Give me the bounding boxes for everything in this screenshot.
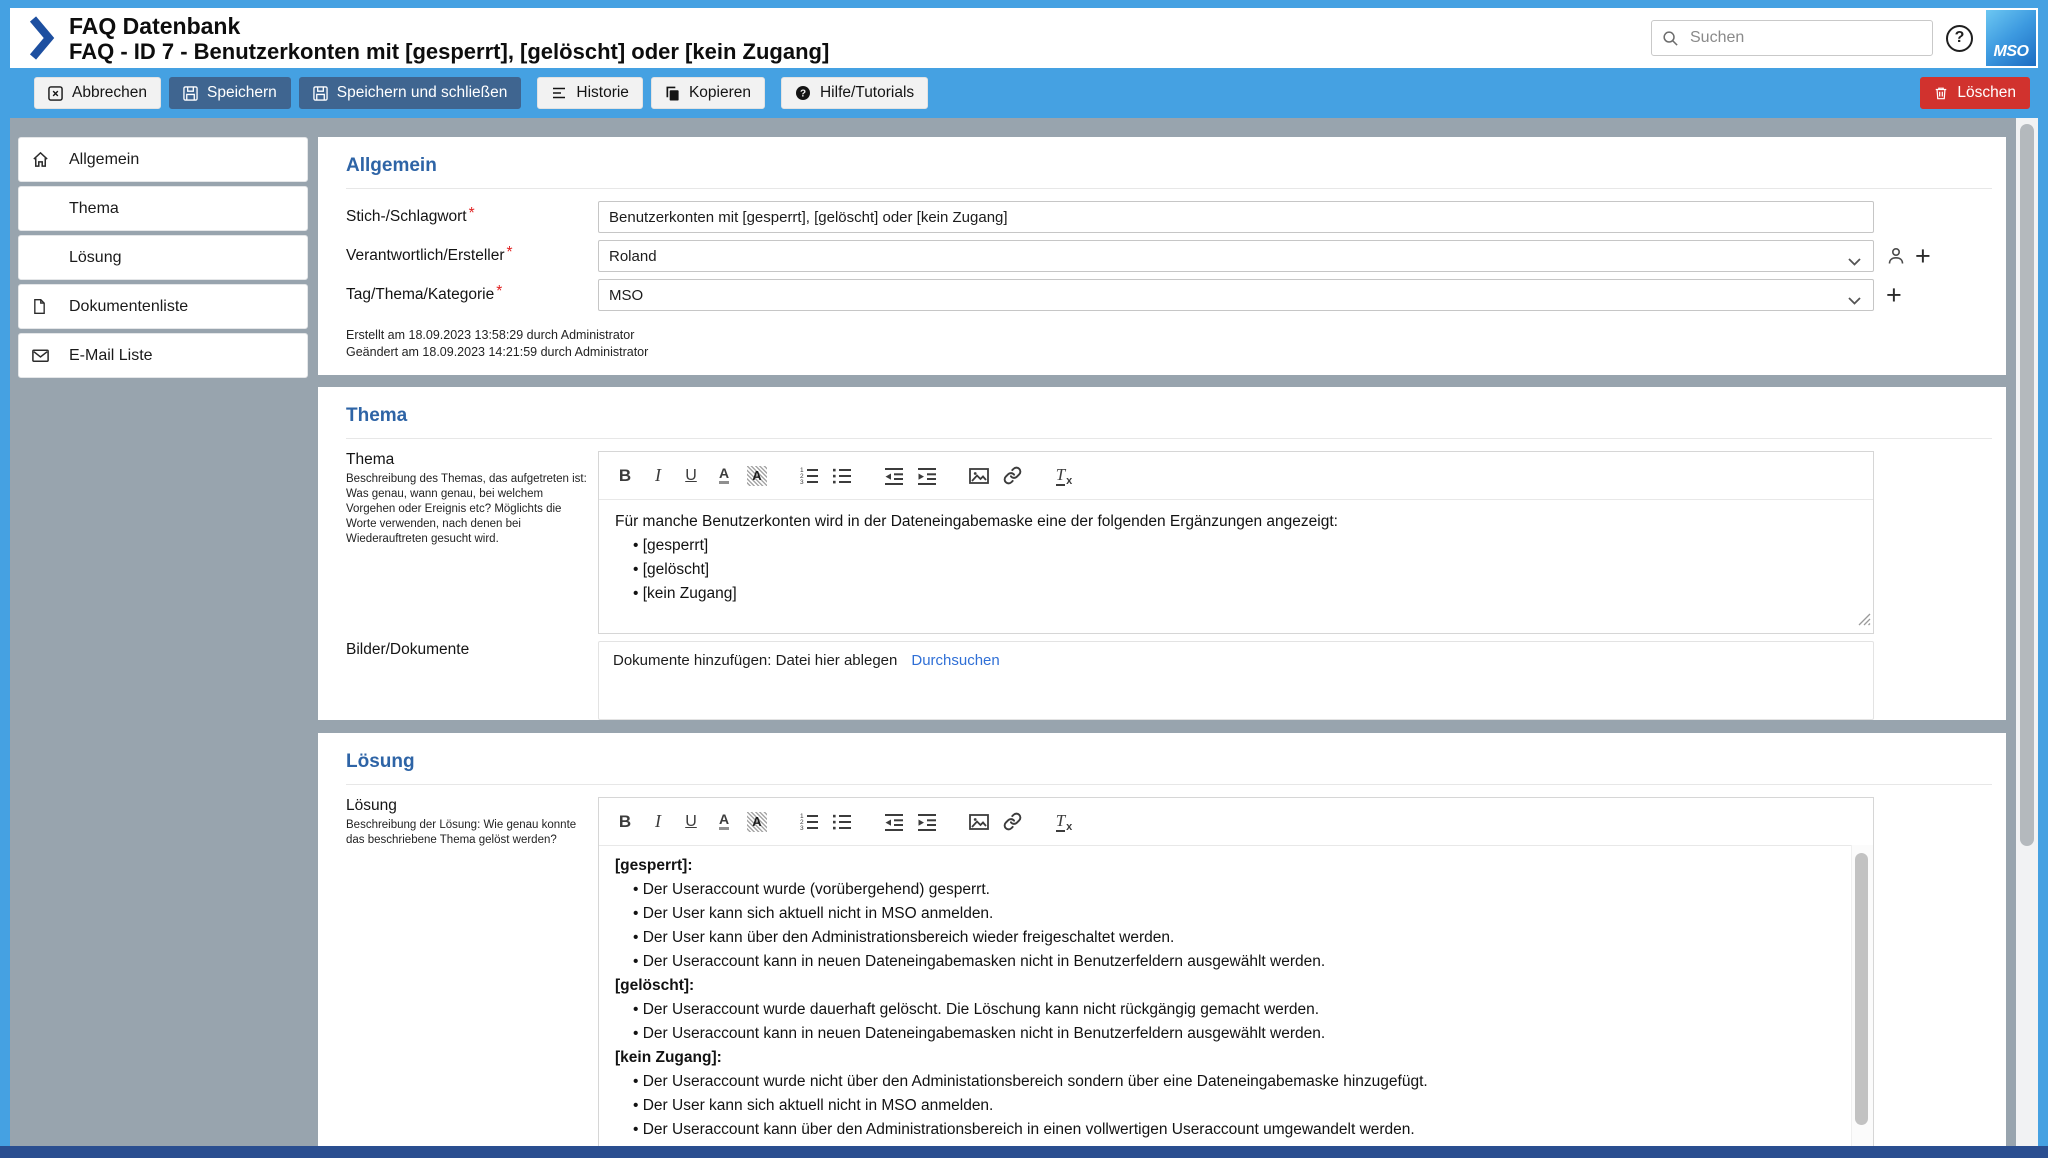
body-area (10, 118, 2038, 1158)
save-and-close-button[interactable]: Speichern und schließen (299, 77, 522, 109)
editor-toolbar-group (795, 808, 856, 836)
dropzone-text: Dokumente hinzufügen: Datei hier ablegen (613, 652, 898, 670)
cancel-icon (48, 86, 63, 101)
editor-scrollbar-thumb[interactable] (1855, 853, 1868, 1125)
bullet-item: • [gelöscht] (615, 558, 1843, 582)
loesung-editor-row (346, 797, 1992, 1158)
section-heading-loesung: Lösung (346, 751, 415, 773)
highlight-button[interactable]: A (743, 808, 771, 836)
schlagwort-input[interactable] (598, 201, 1874, 233)
svg-text:?: ? (799, 88, 807, 100)
app-window (10, 8, 2038, 1158)
editor-toolbar-group (880, 462, 941, 490)
page-scrollbar-thumb[interactable] (2020, 124, 2034, 846)
text-color-button[interactable]: A (710, 808, 738, 836)
copy-button[interactable]: Kopieren (651, 77, 765, 109)
bold-button[interactable]: B (611, 808, 639, 836)
panel-thema (318, 387, 2006, 720)
bullet-item: • Der User kann sich aktuell nicht in MSO anmelden. (615, 1094, 1843, 1118)
chevron-down-icon (1848, 292, 1861, 309)
editor-toolbar-group (965, 808, 1026, 836)
cancel-button[interactable]: Abbrechen (34, 77, 161, 109)
verantwortlich-select[interactable]: Roland (598, 240, 1874, 272)
bilder-field-label: Bilder/Dokumente (346, 641, 470, 659)
save-button[interactable]: Speichern (169, 77, 291, 109)
main-content (318, 137, 2006, 1158)
ordered-list-button[interactable] (795, 462, 823, 490)
solution-bullet-list (615, 878, 1843, 974)
browse-link[interactable]: Durchsuchen (911, 652, 1000, 670)
panel-loesung (318, 733, 2006, 1158)
clear-format-button[interactable]: $T_x$ (1050, 808, 1078, 836)
search-icon (1662, 30, 1679, 47)
editor-toolbar-group (795, 462, 856, 490)
solution-bullet-list (615, 1070, 1843, 1142)
image-button[interactable] (965, 808, 993, 836)
window-bottom-frame (0, 1146, 2048, 1158)
highlight-button[interactable]: A (743, 462, 771, 490)
solution-section-title: [gelöscht]: (615, 977, 695, 995)
trash-icon (1934, 86, 1948, 100)
svg-text:3: 3 (800, 478, 804, 486)
loesung-field-label: Lösung (346, 797, 397, 815)
unordered-list-button[interactable] (828, 808, 856, 836)
loesung-field-description: Beschreibung der Lösung: Wie genau konnte das beschriebene Thema gelöst werden? (346, 819, 577, 847)
editor-toolbar-group (611, 462, 771, 490)
svg-text:2: 2 (800, 818, 804, 826)
indent-button[interactable] (913, 462, 941, 490)
editor-toolbar-group (880, 808, 941, 836)
unordered-list-button[interactable] (828, 462, 856, 490)
person-icon[interactable] (1886, 246, 1906, 266)
header-right (1651, 10, 2038, 66)
underline-button[interactable]: U (677, 462, 705, 490)
sidebar-item-label: Thema (69, 199, 119, 217)
help-circle-icon (795, 85, 811, 101)
loesung-editor (598, 797, 1874, 1158)
app-header (10, 8, 2038, 68)
loesung-editor-toolbar (599, 798, 1873, 846)
outdent-button[interactable] (880, 808, 908, 836)
svg-text:3: 3 (800, 824, 804, 832)
help-icon[interactable]: ? (1946, 25, 1973, 52)
bold-button[interactable]: B (611, 462, 639, 490)
sidebar-item-label: Allgemein (69, 150, 140, 168)
app-chevron-logo-icon (28, 15, 55, 61)
bullet-item: • Der Useraccount kann in neuen Dateneingabemasken nicht in Benutzerfeldern ausgewählt werden. (615, 1022, 1843, 1046)
editor-toolbar-group (965, 462, 1026, 490)
thema-intro-text: Für manche Benutzerkonten wird in der Dateneingabemaske eine der folgenden Ergänzungen angezeigt: (615, 513, 1338, 531)
thema-field-description: Beschreibung des Themas, das aufgetreten ist: Was genau, wann genau, bei welchem Vorgehen oder Ereignis etc? Möglichts die Worte verwenden, nach denen bei Wiederauftreten gesucht wird. (346, 473, 587, 546)
modified-info: Geändert am 18.09.2023 14:21:59 durch Administrator (346, 345, 649, 359)
mso-logo: MSO (1986, 10, 2036, 66)
italic-button[interactable]: I (644, 462, 672, 490)
bullet-item: • Der User kann sich aktuell nicht in MSO anmelden. (615, 902, 1843, 926)
sidebar-item-label: Lösung (69, 248, 122, 266)
field-row-kategorie (346, 279, 1992, 311)
indent-button[interactable] (913, 808, 941, 836)
thema-editor-row (346, 451, 1992, 634)
thema-editor-toolbar (599, 452, 1873, 500)
sidebar-item-allgemein[interactable] (18, 137, 308, 182)
required-marker: * (496, 283, 503, 300)
add-person-button[interactable]: + (1915, 241, 1931, 271)
svg-text:1: 1 (800, 812, 804, 820)
required-marker: * (468, 205, 475, 222)
sidebar-item-label: E-Mail Liste (69, 346, 153, 364)
divider (346, 438, 1992, 439)
kategorie-select[interactable]: MSO (598, 279, 1874, 311)
created-info: Erstellt am 18.09.2023 13:58:29 durch Administrator (346, 328, 635, 342)
outdent-button[interactable] (880, 462, 908, 490)
page-scrollbar[interactable] (2016, 118, 2038, 1158)
toolbar (10, 68, 2038, 118)
bullet-item: • Der Useraccount wurde (vorübergehend) gesperrt. (615, 878, 1843, 902)
required-marker: * (506, 244, 513, 261)
thema-editor (598, 451, 1874, 634)
svg-text:1: 1 (800, 466, 804, 474)
resize-handle[interactable] (1858, 613, 1871, 631)
record-meta (346, 327, 1992, 361)
bullet-item: • Der User kann über den Administrationsbereich wieder freigeschaltet werden. (615, 926, 1843, 950)
bullet-item: • Der Useraccount wurde dauerhaft gelöscht. Die Löschung kann nicht rückgängig gemacht werden. (615, 998, 1843, 1022)
add-category-button[interactable]: + (1886, 280, 1902, 310)
solution-section-title: [kein Zugang]: (615, 1049, 722, 1067)
ordered-list-button[interactable] (795, 808, 823, 836)
section-heading-allgemein: Allgemein (346, 155, 437, 176)
svg-text:2: 2 (800, 472, 804, 480)
document-dropzone[interactable] (598, 641, 1874, 720)
history-button[interactable]: Historie (537, 77, 643, 109)
envelope-icon (31, 346, 61, 365)
sidebar-item-thema[interactable] (18, 186, 308, 231)
chevron-down-icon (1848, 253, 1861, 270)
bullet-item: • Der Useraccount wurde nicht über den Administationsbereich sondern über eine Dateneingabemaske hinzugefügt. (615, 1070, 1843, 1094)
delete-button[interactable]: Löschen (1920, 77, 2030, 109)
panel-allgemein (318, 137, 2006, 375)
underline-button[interactable]: U (677, 808, 705, 836)
bilder-row (346, 641, 1992, 720)
history-lines-icon (551, 85, 567, 101)
save-icon (313, 86, 328, 101)
field-label-kategorie: Tag/Thema/Kategorie * (346, 283, 503, 303)
divider (346, 784, 1992, 785)
page-title: FAQ - ID 7 - Benutzerkonten mit [gesperrt], [gelöscht] oder [kein Zugang] (69, 38, 830, 64)
bullet-item: • [gesperrt] (615, 534, 1843, 558)
editor-scrollbar[interactable] (1851, 845, 1873, 1158)
field-label-verantwortlich: Verantwortlich/Ersteller * (346, 244, 513, 264)
field-row-verantwortlich (346, 240, 1992, 272)
solution-bullet-list (615, 998, 1843, 1046)
link-button[interactable] (998, 462, 1026, 490)
bullet-item: • [kein Zugang] (615, 582, 1843, 606)
home-icon (31, 150, 61, 169)
bullet-item: • Der Useraccount kann über den Administrationsbereich in einen vollwertigen Useraccount umgewandelt werden. (615, 1118, 1843, 1142)
thema-bullet-list (615, 534, 1843, 606)
search-input[interactable] (1688, 28, 1922, 48)
app-title: FAQ Datenbank (69, 12, 241, 39)
save-icon (183, 86, 198, 101)
copy-icon (665, 86, 680, 101)
loesung-editor-content[interactable] (599, 846, 1873, 1158)
help-tutorials-button[interactable]: ? Hilfe/Tutorials (781, 77, 928, 109)
search-box[interactable] (1651, 20, 1933, 56)
thema-field-label: Thema (346, 451, 395, 469)
document-icon (31, 298, 61, 315)
sidebar (18, 137, 308, 1158)
sidebar-item-label: Dokumentenliste (69, 297, 189, 315)
header-titles (69, 13, 829, 64)
clear-format-button[interactable]: $T_x$ (1050, 462, 1078, 490)
sidebar-item-dokumentenliste[interactable] (18, 284, 308, 329)
editor-toolbar-group (1050, 808, 1078, 836)
editor-toolbar-group (1050, 462, 1078, 490)
field-label-schlagwort: Stich-/Schlagwort * (346, 205, 475, 225)
text-color-button[interactable]: A (710, 462, 738, 490)
italic-button[interactable]: I (644, 808, 672, 836)
sidebar-item-loesung[interactable] (18, 235, 308, 280)
bullet-item: • Der Useraccount kann in neuen Dateneingabemasken nicht in Benutzerfeldern ausgewählt werden. (615, 950, 1843, 974)
editor-toolbar-group (611, 808, 771, 836)
thema-editor-content[interactable] (599, 500, 1873, 633)
image-button[interactable] (965, 462, 993, 490)
section-heading-thema: Thema (346, 405, 408, 427)
divider (346, 188, 1992, 189)
solution-section-title: [gesperrt]: (615, 857, 693, 875)
link-button[interactable] (998, 808, 1026, 836)
field-row-schlagwort (346, 201, 1992, 233)
sidebar-item-e-mail-liste[interactable] (18, 333, 308, 378)
